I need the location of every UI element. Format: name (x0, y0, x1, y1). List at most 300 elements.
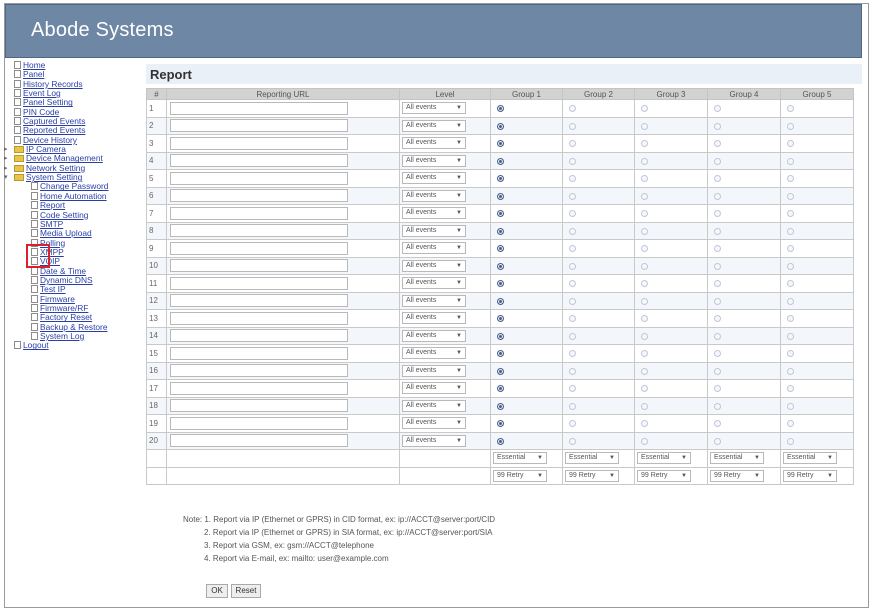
mode-select-value: Essential (569, 454, 598, 462)
group-5-cell (781, 292, 854, 310)
level-cell (400, 432, 491, 450)
level-select-value: All events (406, 314, 437, 322)
group-1-radio[interactable] (497, 105, 504, 112)
column-header: Level (400, 89, 491, 100)
group-1-radio[interactable] (497, 438, 504, 445)
reporting-url-input[interactable] (170, 154, 348, 167)
group-2-radio[interactable] (569, 438, 576, 445)
reporting-url-input[interactable] (170, 294, 348, 307)
table-row (147, 117, 854, 135)
level-select[interactable] (402, 207, 466, 219)
level-select[interactable] (402, 382, 466, 394)
table-row (147, 327, 854, 345)
group-3-radio[interactable] (641, 105, 648, 112)
group-3-radio[interactable] (641, 193, 648, 200)
reporting-url-input[interactable] (170, 189, 348, 202)
group-4-radio[interactable] (714, 315, 721, 322)
group-4-radio[interactable] (714, 333, 721, 340)
reporting-url-input[interactable] (170, 399, 348, 412)
level-select[interactable] (402, 242, 466, 254)
doc-icon (31, 239, 38, 247)
group-2-cell (563, 415, 635, 433)
group-3-cell (635, 432, 708, 450)
group-5-retry-select[interactable] (783, 470, 837, 482)
group-5-cell (781, 415, 854, 433)
url-cell (167, 397, 400, 415)
reporting-url-input[interactable] (170, 207, 348, 220)
dropdown-arrow-icon: ▼ (456, 402, 462, 409)
group-3-retry-select[interactable] (637, 470, 691, 482)
sidebar-item-home-automation[interactable] (4, 192, 144, 201)
retry-select-value: 99 Retry (497, 471, 524, 479)
group-2-radio[interactable] (569, 158, 576, 165)
level-cell (400, 222, 491, 240)
group-2-radio[interactable] (569, 403, 576, 410)
group-2-radio[interactable] (569, 280, 576, 287)
level-select[interactable] (402, 260, 466, 272)
reporting-url-input[interactable] (170, 277, 348, 290)
sidebar-tree (4, 61, 144, 351)
group-5-radio[interactable] (787, 315, 794, 322)
sidebar-item-label[interactable]: Date & Time (40, 265, 87, 276)
group-4-radio[interactable] (714, 298, 721, 305)
group-5-radio[interactable] (787, 210, 794, 217)
row-number: 2 (147, 117, 167, 135)
group-1-radio[interactable] (497, 193, 504, 200)
group-4-cell (708, 117, 781, 135)
group-2-radio[interactable] (569, 298, 576, 305)
group-2-radio[interactable] (569, 368, 576, 375)
level-cell (400, 170, 491, 188)
table-row (147, 187, 854, 205)
reporting-url-input[interactable] (170, 172, 348, 185)
level-select[interactable] (402, 225, 466, 237)
group-2-radio[interactable] (569, 123, 576, 130)
group-4-cell (708, 222, 781, 240)
group-1-radio[interactable] (497, 403, 504, 410)
group-1-cell (491, 292, 563, 310)
group-5-radio[interactable] (787, 368, 794, 375)
group-5-radio[interactable] (787, 420, 794, 427)
group-1-mode-cell (491, 450, 563, 468)
level-select[interactable] (402, 102, 466, 114)
sidebar-item-label[interactable]: Firmware (40, 293, 75, 304)
group-1-radio[interactable] (497, 140, 504, 147)
sidebar-item-label[interactable]: PIN Code (23, 106, 60, 117)
group-1-radio[interactable] (497, 368, 504, 375)
column-header: Reporting URL (167, 89, 400, 100)
group-4-radio[interactable] (714, 228, 721, 235)
group-1-retry-select[interactable] (493, 470, 547, 482)
expand-icon[interactable]: ▸ (4, 155, 8, 163)
group-3-radio[interactable] (641, 333, 648, 340)
reporting-url-input[interactable] (170, 137, 348, 150)
group-3-radio[interactable] (641, 350, 648, 357)
level-select-value: All events (406, 349, 437, 357)
group-2-cell (563, 257, 635, 275)
group-4-mode-select[interactable] (710, 452, 764, 464)
sidebar-item-label[interactable]: Reported Events (23, 125, 86, 136)
sidebar-item-device-history[interactable] (4, 136, 144, 145)
level-select[interactable] (402, 400, 466, 412)
row-number: 9 (147, 240, 167, 258)
reporting-url-input[interactable] (170, 329, 348, 342)
group-5-radio[interactable] (787, 350, 794, 357)
group-3-cell (635, 117, 708, 135)
group-3-radio[interactable] (641, 280, 648, 287)
row-number: 4 (147, 152, 167, 170)
group-1-cell (491, 152, 563, 170)
group-3-cell (635, 310, 708, 328)
reporting-url-input[interactable] (170, 259, 348, 272)
column-header: Group 5 (781, 89, 854, 100)
group-5-cell (781, 380, 854, 398)
sidebar-item-label[interactable]: Polling (40, 237, 66, 248)
sidebar-item-label[interactable]: Device History (23, 134, 77, 145)
reporting-url-input[interactable] (170, 224, 348, 237)
notes-label: Note: (183, 515, 203, 524)
group-2-radio[interactable] (569, 263, 576, 270)
level-select-value: All events (406, 121, 437, 129)
group-5-cell (781, 222, 854, 240)
group-3-cell (635, 100, 708, 118)
group-5-cell (781, 170, 854, 188)
doc-icon (31, 192, 38, 200)
group-4-radio[interactable] (714, 245, 721, 252)
sidebar-item-code-setting[interactable] (4, 211, 144, 220)
group-3-cell (635, 135, 708, 153)
sidebar-item-dynamic-dns[interactable] (4, 276, 144, 285)
group-4-radio[interactable] (714, 123, 721, 130)
group-5-radio[interactable] (787, 245, 794, 252)
group-3-radio[interactable] (641, 140, 648, 147)
group-2-radio[interactable] (569, 193, 576, 200)
group-3-radio[interactable] (641, 245, 648, 252)
group-4-cell (708, 240, 781, 258)
group-2-mode-select[interactable] (565, 452, 619, 464)
sidebar-item-label[interactable]: Factory Reset (40, 312, 93, 323)
level-select[interactable] (402, 347, 466, 359)
sidebar-item-label[interactable]: VOIP (40, 256, 61, 267)
group-4-radio[interactable] (714, 385, 721, 392)
group-3-radio[interactable] (641, 175, 648, 182)
group-1-cell (491, 117, 563, 135)
dropdown-arrow-icon: ▼ (456, 210, 462, 217)
group-5-radio[interactable] (787, 333, 794, 340)
level-select[interactable] (402, 172, 466, 184)
group-1-radio[interactable] (497, 263, 504, 270)
group-3-radio[interactable] (641, 403, 648, 410)
group-5-radio[interactable] (787, 403, 794, 410)
column-header: Group 2 (563, 89, 635, 100)
group-3-cell (635, 292, 708, 310)
row-number: 10 (147, 257, 167, 275)
group-3-radio[interactable] (641, 228, 648, 235)
group-4-radio[interactable] (714, 350, 721, 357)
group-5-radio[interactable] (787, 175, 794, 182)
group-2-cell (563, 397, 635, 415)
reset-button[interactable]: Reset (231, 584, 261, 598)
level-cell (400, 380, 491, 398)
group-1-cell (491, 345, 563, 363)
group-3-radio[interactable] (641, 420, 648, 427)
group-4-radio[interactable] (714, 368, 721, 375)
url-cell (167, 362, 400, 380)
doc-icon (31, 323, 38, 331)
sidebar-item-label[interactable]: Network Setting (26, 162, 86, 173)
group-3-radio[interactable] (641, 210, 648, 217)
group-1-radio[interactable] (497, 245, 504, 252)
group-2-cell (563, 362, 635, 380)
group-2-radio[interactable] (569, 350, 576, 357)
group-1-radio[interactable] (497, 385, 504, 392)
row-number: 3 (147, 135, 167, 153)
group-5-mode-select[interactable] (783, 452, 837, 464)
level-select[interactable] (402, 120, 466, 132)
level-select[interactable] (402, 312, 466, 324)
collapse-icon[interactable]: ▾ (4, 174, 8, 182)
group-5-radio[interactable] (787, 193, 794, 200)
group-1-radio[interactable] (497, 158, 504, 165)
group-2-radio[interactable] (569, 210, 576, 217)
group-5-radio[interactable] (787, 438, 794, 445)
group-4-radio[interactable] (714, 263, 721, 270)
empty-cell (400, 450, 491, 468)
group-1-radio[interactable] (497, 298, 504, 305)
reporting-url-input[interactable] (170, 364, 348, 377)
group-2-radio[interactable] (569, 228, 576, 235)
sidebar-item-polling[interactable] (4, 239, 144, 248)
dropdown-arrow-icon: ▼ (537, 455, 543, 462)
sidebar-item-label[interactable]: Test IP (40, 284, 66, 295)
doc-icon (14, 341, 21, 349)
url-cell (167, 135, 400, 153)
row-number: 11 (147, 275, 167, 293)
url-cell (167, 170, 400, 188)
retry-select-value: 99 Retry (787, 471, 814, 479)
group-4-radio[interactable] (714, 403, 721, 410)
level-select[interactable] (402, 190, 466, 202)
level-cell (400, 100, 491, 118)
sidebar-item-label[interactable]: Report (40, 200, 66, 211)
group-5-radio[interactable] (787, 298, 794, 305)
group-5-radio[interactable] (787, 123, 794, 130)
group-5-radio[interactable] (787, 140, 794, 147)
sidebar-item-media-upload[interactable] (4, 229, 144, 238)
level-select[interactable] (402, 365, 466, 377)
level-cell (400, 240, 491, 258)
group-4-cell (708, 292, 781, 310)
group-1-cell (491, 397, 563, 415)
group-5-radio[interactable] (787, 280, 794, 287)
sidebar-item-label[interactable]: Code Setting (40, 209, 89, 220)
expand-icon[interactable]: ▸ (4, 146, 8, 154)
group-2-retry-select[interactable] (565, 470, 619, 482)
group-2-radio[interactable] (569, 105, 576, 112)
sidebar-item-label[interactable]: System Log (40, 330, 85, 341)
level-select-value: All events (406, 296, 437, 304)
sidebar-item-label[interactable]: Device Management (26, 153, 103, 164)
group-1-cell (491, 222, 563, 240)
level-select[interactable] (402, 137, 466, 149)
group-4-radio[interactable] (714, 105, 721, 112)
sidebar-item-label[interactable]: Logout (23, 340, 49, 351)
doc-icon (31, 220, 38, 228)
group-4-cell (708, 187, 781, 205)
mode-select-value: Essential (641, 454, 670, 462)
group-3-radio[interactable] (641, 298, 648, 305)
group-3-radio[interactable] (641, 315, 648, 322)
group-4-radio[interactable] (714, 280, 721, 287)
group-1-radio[interactable] (497, 123, 504, 130)
sidebar-item-label[interactable]: History Records (23, 78, 83, 89)
group-3-mode-select[interactable] (637, 452, 691, 464)
ok-button[interactable]: OK (206, 584, 228, 598)
level-select[interactable] (402, 330, 466, 342)
reporting-url-input[interactable] (170, 119, 348, 132)
sidebar-item-label[interactable]: Panel (23, 69, 45, 80)
group-2-radio[interactable] (569, 333, 576, 340)
page-header (146, 64, 862, 84)
group-3-radio[interactable] (641, 263, 648, 270)
reporting-url-input[interactable] (170, 242, 348, 255)
sidebar-item-label[interactable]: SMTP (40, 218, 64, 229)
doc-icon (31, 248, 38, 256)
sidebar-item-label[interactable]: Dynamic DNS (40, 274, 93, 285)
group-1-cell (491, 327, 563, 345)
group-1-mode-select[interactable] (493, 452, 547, 464)
group-4-cell (708, 100, 781, 118)
group-5-radio[interactable] (787, 158, 794, 165)
row-number: 14 (147, 327, 167, 345)
group-4-radio[interactable] (714, 193, 721, 200)
group-2-cell (563, 380, 635, 398)
group-4-radio[interactable] (714, 175, 721, 182)
group-2-cell (563, 310, 635, 328)
dropdown-arrow-icon: ▼ (456, 192, 462, 199)
empty-cell (167, 450, 400, 468)
group-4-radio[interactable] (714, 420, 721, 427)
group-2-radio[interactable] (569, 140, 576, 147)
sidebar-item-logout[interactable] (4, 341, 144, 350)
group-1-radio[interactable] (497, 280, 504, 287)
sidebar-item-label[interactable]: Change Password (40, 181, 109, 192)
sidebar-item-label[interactable]: Captured Events (23, 116, 86, 127)
group-5-cell (781, 187, 854, 205)
group-5-radio[interactable] (787, 263, 794, 270)
group-4-cell (708, 380, 781, 398)
group-3-radio[interactable] (641, 385, 648, 392)
sidebar-item-label[interactable]: XMPP (40, 246, 64, 257)
sidebar-item-label[interactable]: Backup & Restore (40, 321, 108, 332)
group-1-radio[interactable] (497, 315, 504, 322)
reporting-url-input[interactable] (170, 347, 348, 360)
sidebar-item-label[interactable]: Home (23, 60, 46, 70)
group-2-radio[interactable] (569, 175, 576, 182)
group-5-radio[interactable] (787, 385, 794, 392)
reporting-url-input[interactable] (170, 312, 348, 325)
group-4-radio[interactable] (714, 158, 721, 165)
reporting-url-input[interactable] (170, 434, 348, 447)
group-2-radio[interactable] (569, 420, 576, 427)
row-number: 5 (147, 170, 167, 188)
group-2-radio[interactable] (569, 315, 576, 322)
group-3-radio[interactable] (641, 368, 648, 375)
sidebar-item-xmpp[interactable] (4, 248, 144, 257)
group-4-cell (708, 362, 781, 380)
group-5-radio[interactable] (787, 228, 794, 235)
reporting-url-input[interactable] (170, 382, 348, 395)
url-cell (167, 310, 400, 328)
group-1-radio[interactable] (497, 210, 504, 217)
reporting-url-input[interactable] (170, 102, 348, 115)
sidebar-item-label[interactable]: Event Log (23, 88, 61, 99)
url-cell (167, 380, 400, 398)
empty-cell (167, 467, 400, 485)
group-4-radio[interactable] (714, 210, 721, 217)
group-2-cell (563, 187, 635, 205)
sidebar-item-label[interactable]: Media Upload (40, 228, 92, 239)
doc-icon (31, 182, 38, 190)
table-row (147, 310, 854, 328)
sidebar-item-label[interactable]: IP Camera (26, 144, 66, 155)
group-1-cell (491, 362, 563, 380)
group-1-radio[interactable] (497, 175, 504, 182)
dropdown-arrow-icon: ▼ (456, 175, 462, 182)
group-3-radio[interactable] (641, 158, 648, 165)
doc-icon (14, 61, 21, 69)
doc-icon (14, 70, 21, 78)
group-2-cell (563, 292, 635, 310)
group-2-radio[interactable] (569, 385, 576, 392)
row-number: 15 (147, 345, 167, 363)
group-3-radio[interactable] (641, 123, 648, 130)
group-2-radio[interactable] (569, 245, 576, 252)
level-select[interactable] (402, 155, 466, 167)
group-3-radio[interactable] (641, 438, 648, 445)
level-select[interactable] (402, 435, 466, 447)
sidebar-item-label[interactable]: Home Automation (40, 190, 107, 201)
group-5-radio[interactable] (787, 105, 794, 112)
group-4-radio[interactable] (714, 140, 721, 147)
group-1-radio[interactable] (497, 333, 504, 340)
group-1-cell (491, 310, 563, 328)
dropdown-arrow-icon: ▼ (827, 472, 833, 479)
url-cell (167, 275, 400, 293)
table-row (147, 135, 854, 153)
dropdown-arrow-icon: ▼ (456, 105, 462, 112)
level-select[interactable] (402, 277, 466, 289)
table-row (147, 170, 854, 188)
dropdown-arrow-icon: ▼ (456, 437, 462, 444)
group-4-retry-select[interactable] (710, 470, 764, 482)
reporting-url-input[interactable] (170, 417, 348, 430)
row-number: 17 (147, 380, 167, 398)
sidebar-item-label[interactable]: Firmware/RF (40, 302, 89, 313)
group-1-radio[interactable] (497, 350, 504, 357)
sidebar-item-label[interactable]: System Setting (26, 172, 83, 183)
level-cell (400, 135, 491, 153)
expand-icon[interactable]: ▸ (4, 164, 8, 172)
level-select[interactable] (402, 295, 466, 307)
group-4-radio[interactable] (714, 438, 721, 445)
group-1-radio[interactable] (497, 228, 504, 235)
doc-icon (31, 276, 38, 284)
level-select[interactable] (402, 417, 466, 429)
group-1-radio[interactable] (497, 420, 504, 427)
group-4-cell (708, 152, 781, 170)
sidebar-item-label[interactable]: Panel Setting (23, 97, 73, 108)
